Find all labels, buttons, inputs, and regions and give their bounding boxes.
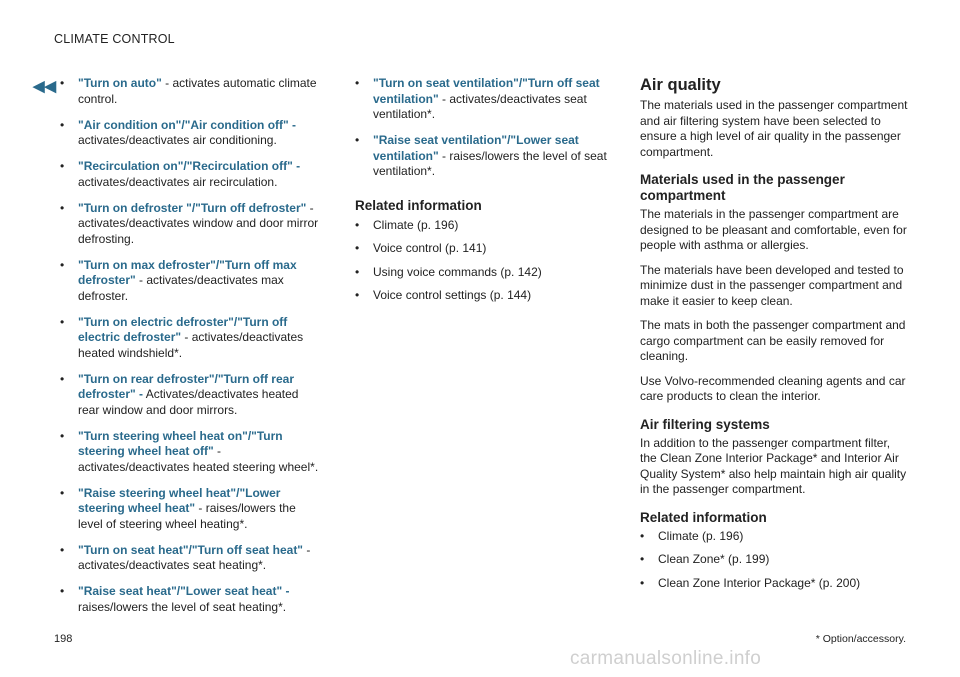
voice-command-phrase[interactable]: "Turn on rear defroster"/"Turn off rear defroster" -: [78, 371, 294, 401]
voice-command-phrase[interactable]: "Turn on auto": [78, 76, 162, 90]
bullet: •: [60, 428, 65, 443]
related-link-label[interactable]: Clean Zone Interior Package* (p. 200): [658, 575, 861, 590]
page-header: CLIMATE CONTROL: [54, 32, 175, 46]
bullet: •: [60, 200, 65, 215]
footnote: * Option/accessory.: [815, 633, 906, 645]
voice-command-phrase[interactable]: "Turn on electric defroster"/"Turn off electric defroster": [78, 314, 288, 344]
materials-paragraph-2: The materials have been developed and tested to minimize dust in the passenger compartment and make it easier to keep clean.: [640, 262, 904, 308]
voice-command-phrase[interactable]: "Air condition on"/"Air condition off" -: [78, 117, 297, 132]
related-link-label[interactable]: Voice control (p. 141): [373, 241, 487, 255]
related-link[interactable]: [355, 265, 613, 281]
related-link[interactable]: [640, 576, 908, 592]
voice-command-item: [60, 118, 322, 149]
voice-commands-column-1: [60, 76, 322, 626]
air-quality-column: [640, 76, 908, 599]
voice-command-description: - activates/deactivates heated steering wheel*.: [78, 444, 319, 474]
voice-command-phrase[interactable]: "Turn on seat heat"/"Turn off seat heat": [78, 542, 303, 557]
voice-command-description: - activates/deactivates max defroster.: [78, 273, 284, 303]
intro-paragraph: The materials used in the passenger compartment and air filtering system have been selected to ensure a high level of air quality in the passenger compartment.: [640, 98, 908, 159]
command-list-1: [60, 76, 322, 615]
bullet: •: [60, 542, 65, 557]
filter-heading: Air filtering systems: [640, 416, 770, 432]
voice-command-description: Activates/deactivates heated rear window and door mirrors.: [78, 387, 299, 417]
voice-command-description: - raises/lowers the level of seat ventilation*.: [373, 148, 607, 178]
bullet: •: [355, 76, 360, 90]
related-link-label[interactable]: Using voice commands (p. 142): [373, 264, 542, 279]
voice-command-item: [60, 584, 322, 615]
voice-command-phrase[interactable]: "Raise seat heat"/"Lower seat heat" -: [78, 584, 290, 598]
back-arrows-icon[interactable]: ◀◀: [33, 78, 57, 95]
voice-command-item: [60, 486, 322, 533]
bullet: •: [355, 264, 360, 279]
section-title: Air quality: [640, 76, 721, 94]
related-link-label[interactable]: Clean Zone* (p. 199): [658, 552, 770, 566]
related-info-list: [355, 218, 613, 304]
bullet: •: [355, 241, 360, 255]
voice-command-item: [355, 133, 613, 180]
page-number: 198: [54, 633, 73, 645]
bullet: •: [60, 485, 65, 500]
voice-command-description: - activates/deactivates window and door mirror defrosting.: [78, 200, 319, 246]
related-link-label[interactable]: Climate (p. 196): [658, 528, 744, 543]
command-list-2: [355, 76, 613, 180]
bullet: •: [640, 575, 645, 590]
voice-command-item: [60, 159, 322, 190]
related-link[interactable]: [640, 529, 908, 545]
bullet: •: [60, 314, 65, 329]
voice-command-phrase[interactable]: "Turn on seat ventilation"/"Turn off seat ventilation": [373, 76, 600, 106]
related-link[interactable]: [355, 241, 613, 257]
voice-command-item: [60, 201, 322, 248]
voice-command-description: raises/lowers the level of seat heating*.: [78, 599, 287, 614]
materials-paragraph-3: The mats in both the passenger compartment and cargo compartment can be easily removed for cleaning.: [640, 318, 906, 363]
bullet: •: [355, 133, 360, 147]
filter-paragraph: In addition to the passenger compartment filter, the Clean Zone Interior Package* and Interior Air Quality System* also help maintain high air quality in the passenger compartment.: [640, 435, 907, 496]
voice-command-description: activates/deactivates air conditioning.: [78, 133, 277, 147]
voice-command-description: activates/deactivates air recirculation.: [78, 174, 278, 189]
bullet: •: [60, 371, 65, 386]
voice-command-phrase[interactable]: "Recirculation on"/"Recirculation off" -: [78, 159, 301, 173]
watermark: carmanualsonline.info: [570, 648, 762, 669]
related-link[interactable]: [640, 552, 908, 568]
bullet: •: [60, 117, 65, 132]
voice-command-phrase[interactable]: "Turn on defroster "/"Turn off defroster": [78, 200, 307, 215]
bullet: •: [60, 76, 65, 90]
bullet: •: [60, 159, 65, 173]
voice-command-item: [60, 315, 322, 362]
bullet: •: [355, 288, 360, 302]
voice-command-item: [60, 76, 322, 107]
voice-command-item: [355, 76, 613, 123]
voice-command-phrase[interactable]: "Raise seat ventilation"/"Lower seat ventilation": [373, 133, 579, 163]
voice-command-item: [60, 429, 322, 476]
related-info-list-2: [640, 529, 908, 592]
voice-command-item: [60, 258, 322, 305]
voice-command-description: - activates/deactivates heated windshield*.: [78, 330, 304, 360]
voice-command-description: - activates/deactivates seat ventilation*.: [373, 91, 587, 121]
related-link-label[interactable]: Climate (p. 196): [373, 217, 459, 232]
voice-command-description: - activates automatic climate control.: [78, 76, 317, 106]
voice-command-phrase[interactable]: "Raise steering wheel heat"/"Lower steering wheel heat": [78, 485, 281, 515]
materials-heading: Materials used in the passenger compartment: [640, 172, 845, 203]
voice-commands-column-2: [355, 76, 613, 312]
voice-command-description: - activates/deactivates seat heating*.: [78, 542, 311, 572]
materials-paragraph-4: Use Volvo-recommended cleaning agents and car care products to clean the interior.: [640, 373, 906, 403]
voice-command-item: [60, 543, 322, 574]
voice-command-item: [60, 372, 322, 419]
voice-command-phrase[interactable]: "Turn steering wheel heat on"/"Turn steering wheel heat off": [78, 428, 283, 458]
bullet: •: [60, 584, 65, 598]
bullet: •: [640, 552, 645, 566]
bullet: •: [355, 217, 360, 232]
voice-command-phrase[interactable]: "Turn on max defroster"/"Turn off max defroster": [78, 257, 297, 287]
related-link-label[interactable]: Voice control settings (p. 144): [373, 288, 532, 302]
voice-command-description: - raises/lowers the level of steering wheel heating*.: [78, 501, 296, 531]
bullet: •: [60, 257, 65, 272]
related-link[interactable]: [355, 218, 613, 234]
related-info-heading-2: Related information: [640, 509, 767, 525]
materials-paragraph-1: The materials in the passenger compartment are designed to be pleasant and comfortable, even for people with asthma or allergies.: [640, 207, 907, 252]
bullet: •: [640, 528, 645, 543]
related-info-heading: Related information: [355, 197, 482, 213]
related-link[interactable]: [355, 288, 613, 304]
